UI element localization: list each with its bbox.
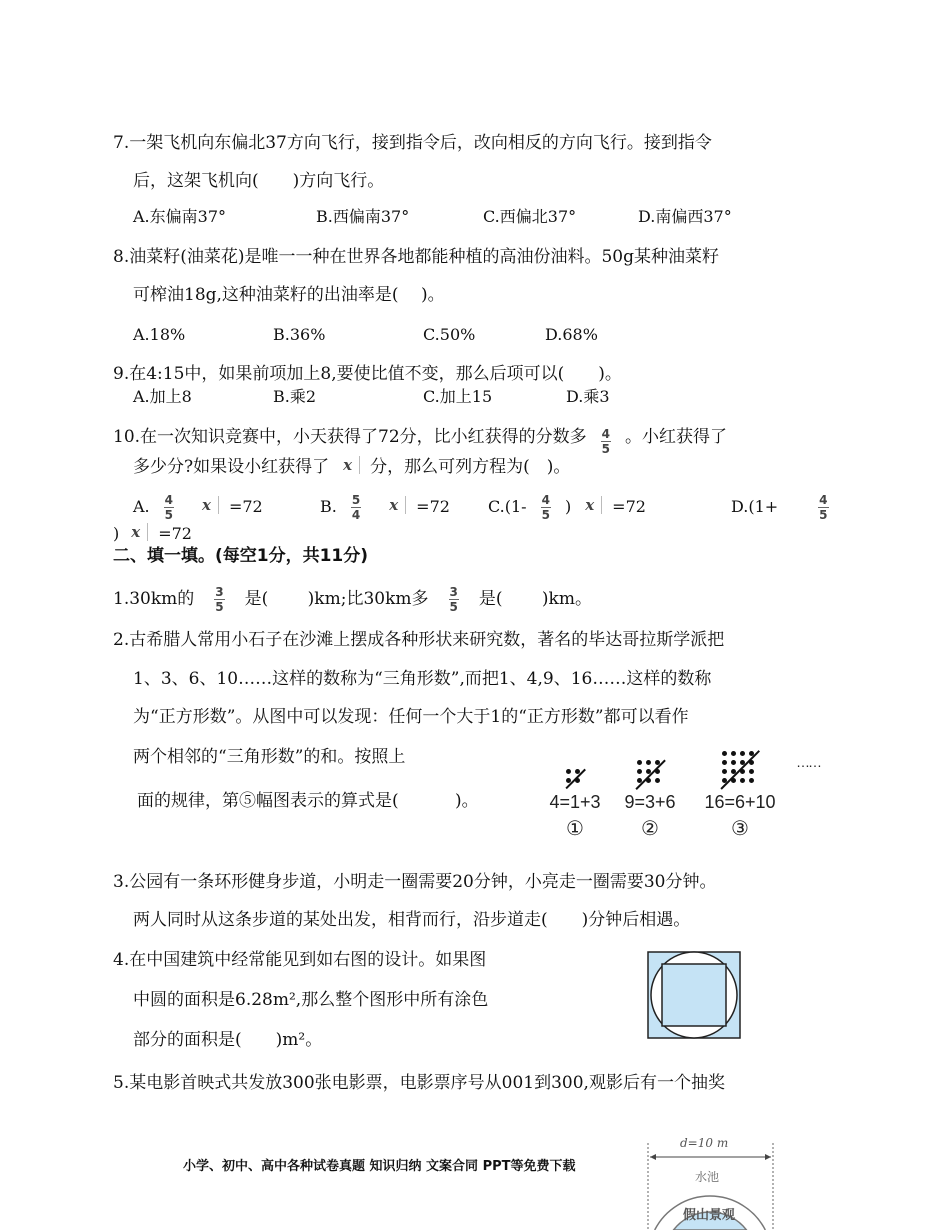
stone-dot — [722, 751, 727, 756]
numerator: 3 — [449, 585, 458, 599]
text: 10.在一次知识竞赛中，小天获得了72分，比小红获得的分数多 — [113, 427, 587, 447]
q7-line1: 7.一架飞机向东偏北37方向飞行，接到指令后，改向相反的方向飞行。接到指令 — [113, 133, 712, 153]
rockery-label: 假山景观 — [683, 1208, 736, 1223]
stone-dot — [749, 778, 754, 783]
variable: x — [339, 456, 360, 474]
fraction — [351, 494, 361, 521]
f3-line2: 两人同时从这条步道的某处出发，相背而行，沿步道走( )分钟后相遇。 — [133, 910, 691, 930]
stone-dot — [740, 778, 745, 783]
text: 1.30km的 — [113, 589, 195, 609]
text: =72 — [612, 497, 646, 516]
q10-option-b — [320, 494, 450, 521]
q8-option-b: B.36% — [273, 325, 326, 344]
text: 多少分?如果设小红获得了 — [133, 457, 330, 477]
stone-dot — [722, 769, 727, 774]
f3-line1: 3.公园有一条环形健身步道，小明走一圈需要20分钟，小亮走一圈需要30分钟。 — [113, 872, 717, 892]
denominator: 5 — [601, 442, 611, 456]
q7-line2: 后，这架飞机向( )方向飞行。 — [133, 171, 385, 191]
q8-option-a: A.18% — [133, 325, 186, 344]
f4-line2: 中圆的面积是6.28m²,那么整个图形中所有涂色 — [133, 990, 489, 1010]
q8-line1: 8.油菜籽(油菜花)是唯一一种在世界各地都能种植的高油份油料。50g某种油菜籽 — [113, 247, 719, 267]
stone-dot — [637, 760, 642, 765]
f2-line4: 两个相邻的“三角形数”的和。按照上 — [133, 747, 406, 767]
q10-option-a — [133, 494, 263, 521]
text: =72 — [158, 524, 192, 543]
label: B. — [320, 497, 337, 516]
figure-1-number: ① — [566, 818, 584, 840]
f4-line1: 4.在中国建筑中经常能见到如右图的设计。如果图 — [113, 950, 487, 970]
q10-option-d — [731, 494, 843, 521]
text: =72 — [416, 497, 450, 516]
numerator: 5 — [351, 493, 361, 507]
variable: x — [127, 523, 148, 541]
figure-2-equation: 9=3+6 — [624, 792, 676, 812]
f2-line1: 2.古希腊人常用小石子在沙滩上摆成各种形状来研究数，著名的毕达哥拉斯学派把 — [113, 630, 725, 650]
q7-option-d: D.南偏西37° — [638, 207, 732, 226]
q8-line2: 可榨油18g,这种油菜籽的出油率是( )。 — [133, 285, 445, 305]
figure-2-number: ② — [641, 818, 659, 840]
q9-option-a: A.加上8 — [133, 387, 192, 406]
q7-option-a: A.东偏南37° — [133, 207, 227, 226]
label: A. — [133, 497, 150, 516]
f5-line1: 5.某电影首映式共发放300张电影票，电影票序号从001到300,观影后有一个抽奖 — [113, 1073, 725, 1093]
text: ) — [113, 524, 120, 543]
q10-option-d-cont — [113, 523, 192, 545]
stone-dot — [731, 751, 736, 756]
fraction — [449, 586, 459, 613]
f1-line — [113, 586, 592, 613]
q9-line1: 9.在4:15中，如果前项加上8,要使比值不变，那么后项可以( )。 — [113, 364, 622, 384]
q9-option-c: C.加上15 — [423, 387, 493, 406]
variable: x — [581, 496, 602, 514]
denominator: 5 — [164, 508, 173, 522]
section-2-title: 二、填一填。(每空1分，共11分) — [113, 546, 369, 566]
stone-dot — [749, 769, 754, 774]
fraction — [541, 494, 551, 521]
denominator: 5 — [215, 600, 224, 614]
fraction — [601, 428, 611, 455]
numerator: 4 — [601, 427, 611, 441]
label: D.(1+ — [731, 497, 779, 516]
q10-line2 — [133, 456, 570, 478]
q10-line1 — [113, 426, 727, 455]
stone-dot — [722, 760, 727, 765]
f2-line3: 为“正方形数”。从图中可以发现：任何一个大于1的“正方形数”都可以看作 — [133, 707, 689, 727]
q10-option-c — [488, 494, 646, 521]
q9-option-b: B.乘2 — [273, 387, 317, 406]
denominator: 5 — [449, 600, 458, 614]
stone-dot — [731, 760, 736, 765]
text: ) — [564, 497, 572, 516]
denominator: 5 — [541, 508, 550, 522]
fraction — [214, 586, 224, 613]
figure-3-number: ③ — [731, 818, 749, 840]
stone-dot — [566, 769, 571, 774]
variable: x — [198, 496, 219, 514]
text: 是( )km。 — [478, 589, 592, 609]
denominator: 5 — [819, 508, 828, 522]
stone-dot — [646, 760, 651, 765]
fraction — [818, 494, 828, 521]
numerator: 4 — [819, 493, 828, 507]
q8-option-d: D.68% — [545, 325, 598, 344]
figure-3-equation: 16=6+10 — [704, 792, 776, 812]
stone-dot — [740, 751, 745, 756]
diameter-label: d=10 m — [680, 1136, 729, 1150]
stone-dot — [655, 778, 660, 783]
text: 分，那么可列方程为( )。 — [370, 457, 571, 477]
q9-option-d: D.乘3 — [566, 387, 610, 406]
q7-option-b: B.西偏南37° — [316, 207, 410, 226]
figure-1-equation: 4=1+3 — [549, 792, 601, 812]
text: =72 — [228, 497, 263, 516]
q7-option-c: C.西偏北37° — [483, 207, 577, 226]
f2-line2: 1、3、6、10……这样的数称为“三角形数”,而把1、4,9、16……这样的数称 — [133, 669, 712, 689]
q8-option-c: C.50% — [423, 325, 476, 344]
f4-line3: 部分的面积是( )m²。 — [133, 1030, 323, 1050]
text: 是( )km;比30km多 — [244, 589, 429, 609]
denominator: 4 — [351, 508, 361, 522]
fraction — [164, 494, 174, 521]
text: 。小红获得了 — [625, 427, 728, 447]
square-circle-figure — [646, 950, 742, 1040]
variable: x — [385, 496, 406, 514]
numerator: 4 — [164, 493, 173, 507]
label: C.(1- — [488, 497, 527, 516]
f2-line5: 面的规律，第⑤幅图表示的算式是( )。 — [137, 791, 479, 811]
numerator: 4 — [541, 493, 550, 507]
stone-dot — [637, 769, 642, 774]
footer-text: 小学、初中、高中各种试卷真题 知识归纳 文案合同 PPT等免费下载 — [183, 1159, 576, 1174]
pool-label: 水池 — [695, 1170, 720, 1184]
numerator: 3 — [215, 585, 224, 599]
ellipsis: …… — [796, 754, 820, 770]
